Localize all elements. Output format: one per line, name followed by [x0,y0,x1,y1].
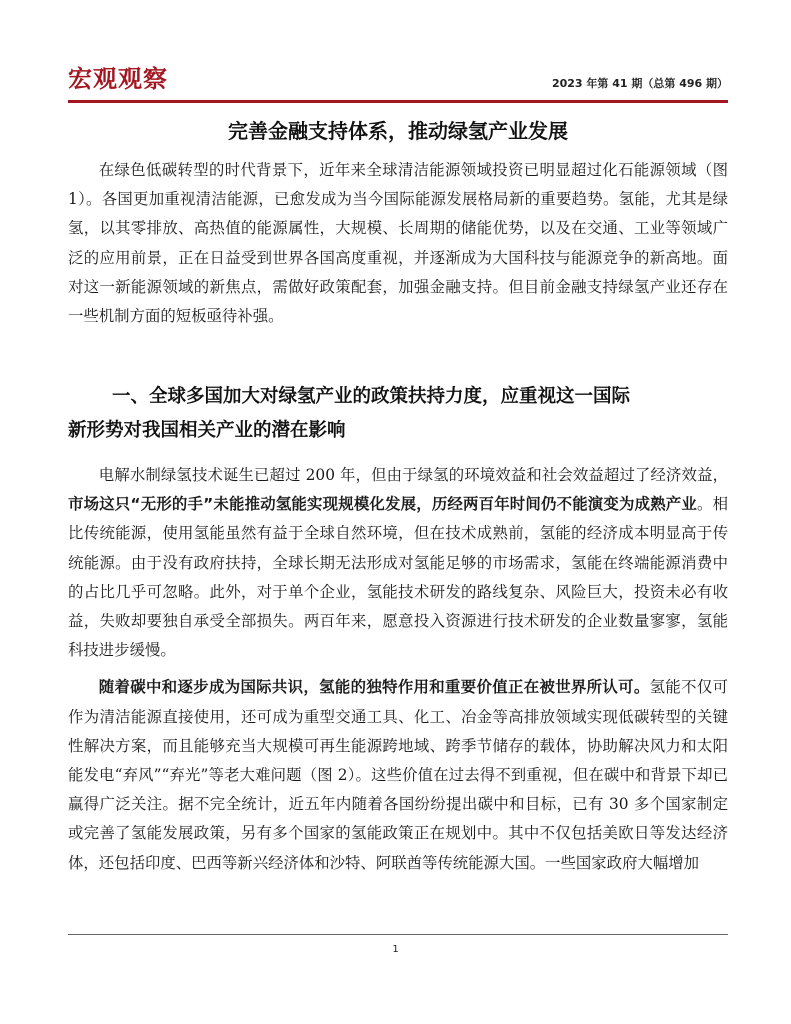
p2-text-b: 氢能不仅可作为清洁能源直接使用，还可成为重型交通工具、化工、冶金等高排放领域实现低碳转型的关键性解决方案，而且能够充当大规模可再生能源跨地域、跨季节储存的载体，协助解决风力和太阳能发电“弃风”“弃光”等老大难问题（图 2）。这些价值在过去得不到重视，但在碳中和背景下却已赢得广泛关注。据不完全统计，近五年内随着各国纷纷提出碳中和目标，已有 30 多个国家制定或完善了氢能发展政策，另有多个国家的氢能政策正在规划中。其中不仅包括美欧日等发达经济体，还包括印度、巴西等新兴经济体和沙特、阿联酋等传统能源大国。一些国家政府大幅增加 [68,678,728,872]
section-paragraph-1 [68,461,728,665]
p2-emphasis: 随着碳中和逐步成为国际共识，氢能的独特作用和重要价值正在被世界所认可。 [98,678,650,697]
header-divider [68,100,728,103]
intro-section [68,156,728,331]
p1-text-b: 。相比传统能源，使用氢能虽然有益于全球自然环境，但在技术成熟前，氢能的经济成本明显高于传统能源。由于没有政府扶持，全球长期无法形成对氢能足够的市场需求，氢能在终端能源消费中的占比几乎可忽略。此外，对于单个企业，氢能技术研发的路线复杂、风险巨大，投资未必有收益，失败却要独自承受全部损失。两百年来，愿意投入资源进行技术研发的企业数量寥寥，氢能科技进步缓慢。 [68,495,728,660]
section-paragraph-2 [68,673,728,877]
page-number: 1 [392,944,399,955]
section-heading-line-1: 一、全球多国加大对绿氢产业的政策扶持力度，应重视这一国际 [112,386,631,407]
issue-number: 2023 年第 41 期（总第 496 期） [551,77,728,90]
page-header [68,64,728,100]
section-body [68,461,728,878]
section-heading [68,380,728,448]
article-title: 完善金融支持体系，推动绿氢产业发展 [228,119,568,143]
publication-brand: 宏观观察 [68,65,168,93]
intro-paragraph: 在绿色低碳转型的时代背景下，近年来全球清洁能源领域投资已明显超过化石能源领域（图 1）。各国更加重视清洁能源，已愈发成为当今国际能源发展格局新的重要趋势。氢能，尤其是绿氢，以其零排放、高热值的能源属性，大规模、长周期的储能优势，以及在交通、工业等领域广泛的应用前景，正在日益受到世界各国高度重视，并逐渐成为大国科技与能源竞争的新高地。面对这一新能源领域的新焦点，需做好政策配套，加强金融支持。但目前金融支持绿氢产业还存在一些机制方面的短板亟待补强。 [68,161,728,326]
p1-emphasis: 市场这只“无形的手”未能推动氢能实现规模化发展，历经两百年时间仍不能演变为成熟产业 [68,495,697,514]
footer-divider [68,934,728,935]
p1-text-a: 电解水制绿氢技术诞生已超过 200 年，但由于绿氢的环境效益和社会效益超过了经济效益， [98,466,728,484]
section-heading-line-2: 新形势对我国相关产业的潜在影响 [68,420,346,441]
